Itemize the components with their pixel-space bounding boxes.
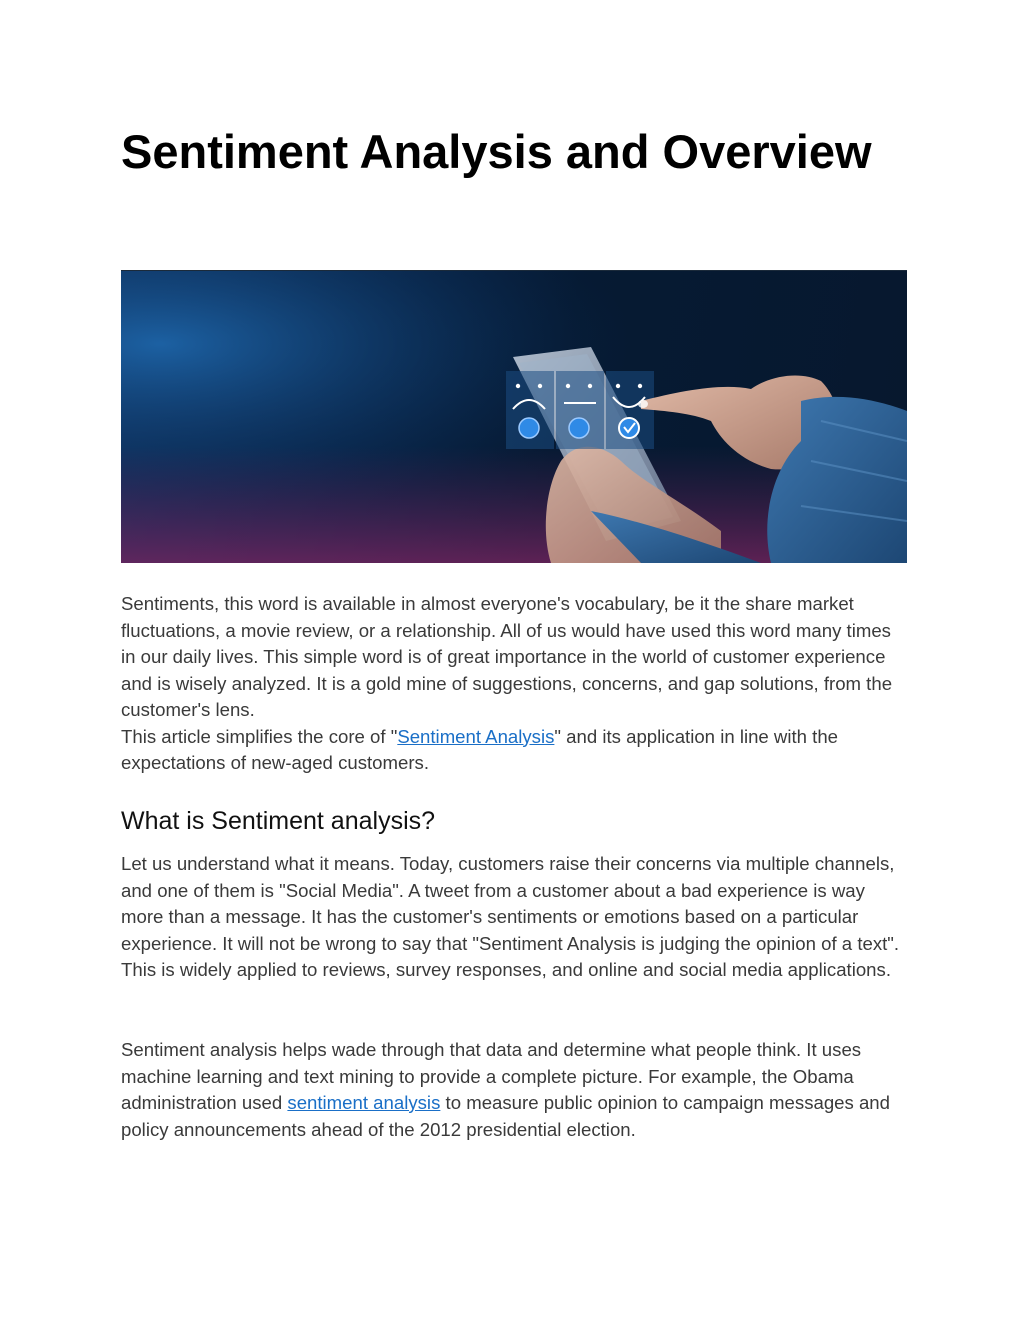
intro-text-before-link: This article simplifies the core of " [121,725,398,747]
hero-illustration [121,271,907,563]
intro-paragraph-2 [121,724,907,777]
intro-paragraph: Sentiments, this word is available in almost everyone's vocabulary, be it the share market fluctuations, a movie review, or a relationship. All of us would have used this word many times in our daily lives. This simple word is of great importance in the world of customer experience and is wisely analyzed. It is a gold mine of suggestions, concerns, and gap solutions, from the customer's lens. [121,593,893,720]
para2-text-after-link: to measure public opinion to campaign messages and policy announcements ahead of the 2012 presidential election. [121,1092,890,1140]
section-paragraph-1 [121,851,907,984]
rating-panels [506,371,654,449]
intro-text-after-link: " and its application in line with the expectations of new-aged customers. [121,725,839,773]
section-paragraph-1-text: Let us understand what it means. Today, customers raise their concerns via multiple channels, and one of them is "Social Media". A tweet from a customer about a bad experience is way more than a message. It has the customer's sentiments or emotions based on a particular experience. It will not be wrong to say that "Sentiment Analysis is judging the opinion of a text". This is widely applied to reviews, survey responses, and online and social media applications. [121,853,900,980]
section-heading: What is Sentiment analysis? [121,807,436,835]
section-paragraph-2-text [121,1037,907,1143]
para2-text-before-link: Sentiment analysis helps wade through that data and determine what people think. It uses machine learning and text mining to provide a complete picture. For example, the Obama administration used [121,1039,862,1113]
intro-section [121,591,907,777]
section-paragraph-2 [121,1037,907,1143]
sentiment-analysis-link[interactable]: Sentiment Analysis [397,725,555,747]
sentiment-analysis-inline-link[interactable]: sentiment analysis [287,1092,441,1113]
page-title: Sentiment Analysis and Overview [121,125,872,178]
hero-image [121,270,907,563]
